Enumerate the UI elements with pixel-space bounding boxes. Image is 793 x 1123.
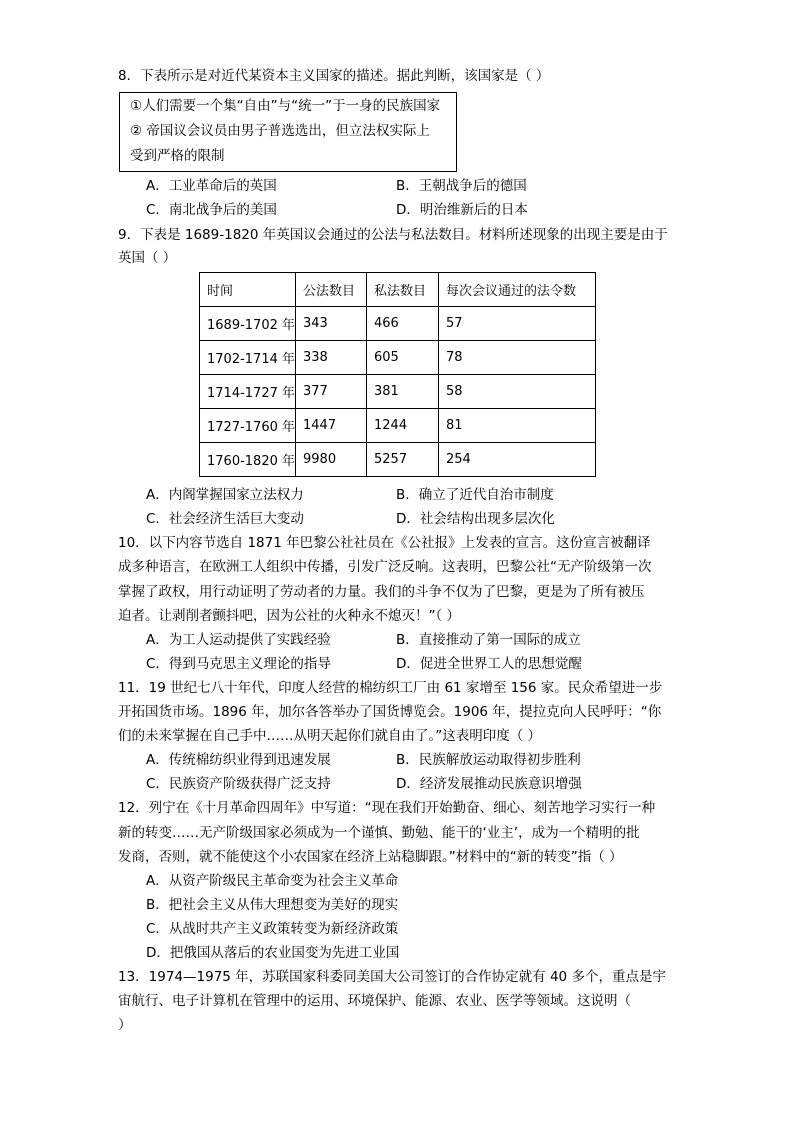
- q12-stem-line-3: 发商，否则，就不能使这个小农国家在经济上站稳脚跟。”材料中的“新的转变”指（ ）: [118, 849, 623, 865]
- q9-option-c[interactable]: C．社会经济生活巨大变动: [146, 511, 304, 527]
- table-cell: 1727-1760 年: [200, 409, 296, 443]
- q10-stem-line-2: 成多种语言，在欧洲工人组织中传播，引发广泛反响。这表明，巴黎公社“无产阶级第一次: [118, 559, 652, 575]
- table-cell: 605: [367, 341, 439, 375]
- q8-stem: 8．下表所示是对近代某资本主义国家的描述。据此判断，该国家是（ ）: [118, 68, 550, 84]
- table-cell: 1760-1820 年: [200, 443, 296, 477]
- table-cell: 1244: [367, 409, 439, 443]
- q13-stem-line-1: 13．1974—1975 年，苏联国家科委同美国大公司签订的合作协定就有 40 多个，重点是宇: [118, 969, 666, 985]
- table-cell: 1447: [296, 409, 367, 443]
- q13-stem-line-3: ）: [118, 1017, 132, 1033]
- q8-box-line-2: ② 帝国议会议员由男子普选选出，但立法权实际上: [130, 123, 430, 139]
- q12-option-a[interactable]: A．从资产阶级民主革命变为社会主义革命: [146, 873, 399, 889]
- q9-option-d[interactable]: D．社会结构出现多层次化: [396, 511, 555, 527]
- q8-option-d[interactable]: D．明治维新后的日本: [396, 202, 528, 218]
- table-cell: 254: [439, 443, 596, 477]
- table-cell: 57: [439, 307, 596, 341]
- q9-option-b[interactable]: B．确立了近代自治市制度: [396, 487, 554, 503]
- table-cell: 58: [439, 375, 596, 409]
- q10-stem-line-1: 10．以下内容节选自 1871 年巴黎公社社员在《公社报》上发表的宣言。这份宣言被翻译: [118, 535, 651, 551]
- q8-box-line-3: 受到严格的限制: [130, 148, 225, 164]
- table-header-row: [200, 273, 596, 307]
- q12-option-d[interactable]: D．把俄国从落后的农业国变为先进工业国: [146, 945, 400, 961]
- q11-option-a[interactable]: A．传统棉纺织业得到迅速发展: [146, 752, 331, 768]
- q8-material-box: [119, 92, 457, 172]
- table-cell: 5257: [367, 443, 439, 477]
- q10-stem-line-4: 迫者。让剥削者颤抖吧，因为公社的火种永不熄灭！”（ ）: [118, 608, 461, 624]
- table-cell: 1714-1727 年: [200, 375, 296, 409]
- table-row: [200, 307, 596, 341]
- q8-option-c[interactable]: C．南北战争后的美国: [146, 202, 277, 218]
- q11-option-b[interactable]: B．民族解放运动取得初步胜利: [396, 752, 581, 768]
- q8-option-a[interactable]: A．工业革命后的英国: [146, 178, 277, 194]
- q10-option-b[interactable]: B．直接推动了第一国际的成立: [396, 632, 581, 648]
- q12-option-b[interactable]: B．把社会主义从伟大理想变为美好的现实: [146, 897, 399, 913]
- q10-stem-line-3: 掌握了政权，用行动证明了劳动者的力量。我们的斗争不仅为了巴黎，更是为了所有被压: [118, 584, 645, 600]
- table-row: [200, 443, 596, 477]
- header-cell: 每次会议通过的法令数: [439, 273, 596, 307]
- q11-option-c[interactable]: C．民族资产阶级获得广泛支持: [146, 776, 331, 792]
- table-row: [200, 409, 596, 443]
- table-cell: 9980: [296, 443, 367, 477]
- q9-data-table: [199, 272, 596, 477]
- q11-stem-line-1: 11．19 世纪七八十年代，印度人经营的棉纺织工厂由 61 家增至 156 家。民众希望进一步: [118, 680, 663, 696]
- table-cell: 1702-1714 年: [200, 341, 296, 375]
- q9-stem-line-1: 9．下表是 1689-1820 年英国议会通过的公法与私法数目。材料所述现象的出现主要是由于: [118, 227, 668, 243]
- table-cell: 466: [367, 307, 439, 341]
- table-cell: 81: [439, 409, 596, 443]
- q10-option-d[interactable]: D．促进全世界工人的思想觉醒: [396, 656, 582, 672]
- q12-stem-line-1: 12．列宁在《十月革命四周年》中写道：“现在我们开始勤奋、细心、刻苦地学习实行一种: [118, 800, 656, 816]
- table-cell: 1689-1702 年: [200, 307, 296, 341]
- table-cell: 377: [296, 375, 367, 409]
- q10-option-a[interactable]: A．为工人运动提供了实践经验: [146, 632, 331, 648]
- table-row: [200, 375, 596, 409]
- q11-option-d[interactable]: D．经济发展推动民族意识增强: [396, 776, 582, 792]
- q11-stem-line-3: 们的未来掌握在自己手中……从明天起你们就自由了。”这表明印度（ ）: [118, 728, 542, 744]
- q8-option-b[interactable]: B．王朝战争后的德国: [396, 178, 527, 194]
- q12-option-c[interactable]: C．从战时共产主义政策转变为新经济政策: [146, 921, 399, 937]
- table-cell: 343: [296, 307, 367, 341]
- q8-box-line-1: ①人们需要一个集“自由”与“统一”于一身的民族国家: [130, 98, 441, 114]
- header-cell: 时间: [200, 273, 296, 307]
- q9-option-a[interactable]: A．内阁掌握国家立法权力: [146, 487, 304, 503]
- table-row: [200, 341, 596, 375]
- q13-stem-line-2: 宙航行、电子计算机在管理中的运用、环境保护、能源、农业、医学等领域。这说明（: [118, 993, 631, 1009]
- table-cell: 78: [439, 341, 596, 375]
- q11-stem-line-2: 开拓国货市场。1896 年，加尔各答举办了国货博览会。1906 年，提拉克向人民呼吁：“你: [118, 704, 662, 720]
- q12-stem-line-2: 新的转变……无产阶级国家必须成为一个谨慎、勤勉、能干的‘业主’，成为一个精明的批: [118, 825, 640, 841]
- header-cell: 公法数目: [296, 273, 367, 307]
- table-cell: 338: [296, 341, 367, 375]
- table-cell: 381: [367, 375, 439, 409]
- q10-option-c[interactable]: C．得到马克思主义理论的指导: [146, 656, 331, 672]
- header-cell: 私法数目: [367, 273, 439, 307]
- q9-stem-line-2: 英国（ ）: [118, 250, 177, 266]
